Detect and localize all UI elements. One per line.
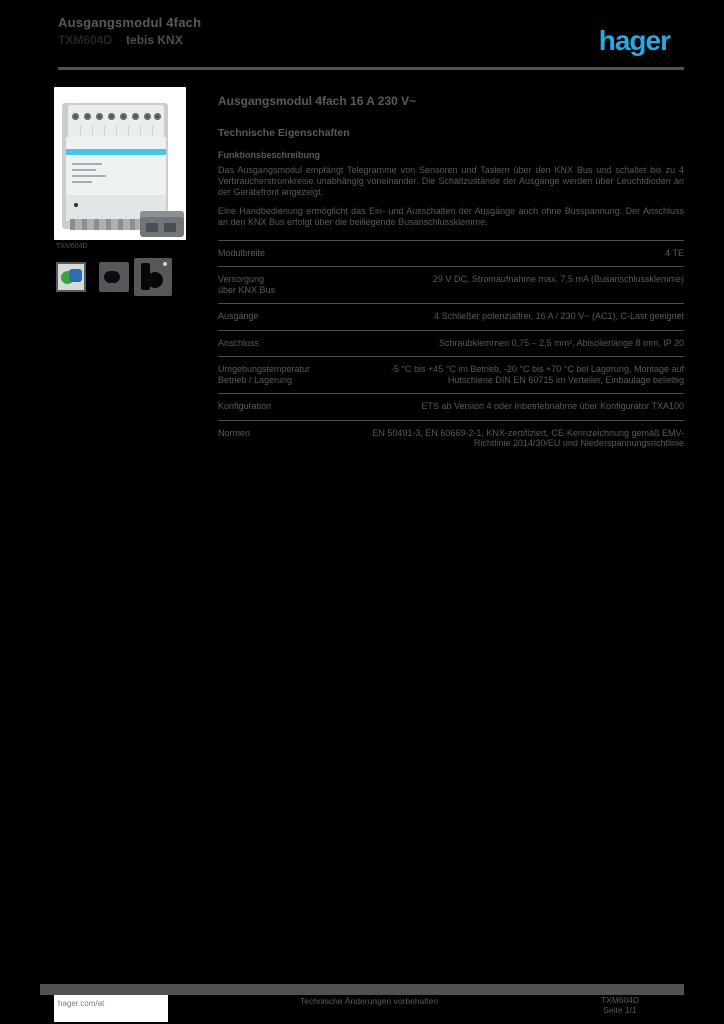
spec-value: 29 V DC, Stromaufnahme max. 7,5 mA (Busanschlussklemme) xyxy=(432,274,684,285)
footer-ref-line2: Seite 1/1 xyxy=(603,1005,637,1015)
certification-marks xyxy=(56,258,186,298)
table-row xyxy=(218,357,684,394)
hager-website-link[interactable]: hager.com/at xyxy=(58,999,105,1008)
spec-label: Anschluss xyxy=(218,337,260,348)
footer-bar xyxy=(40,984,684,995)
description-paragraphs xyxy=(218,165,684,228)
terminal-screw xyxy=(84,113,91,120)
product-image xyxy=(54,87,186,240)
spec-label: Normen xyxy=(218,427,251,438)
image-caption: TXM604D xyxy=(56,243,88,250)
description-p2: Eine Handbedienung ermöglicht das Ein- und Ausschalten der Ausgänge auch ohne Busspannung. Der Anschluss an den KNX Bus erfolgt über die beiliegende Busanschlussklemme. xyxy=(218,206,684,228)
table-row xyxy=(218,240,684,267)
bus-connector xyxy=(140,211,184,237)
spec-label-2: über KNX Bus xyxy=(218,284,276,295)
module-front xyxy=(66,137,166,195)
spec-value: Schraubklemmen 0,75 – 2,5 mm², Abisolierlänge 8 mm, IP 20 xyxy=(439,337,684,348)
spec-label-2: Betrieb / Lagerung xyxy=(218,374,293,385)
table-row xyxy=(218,304,684,331)
spec-label: Versorgung xyxy=(218,274,265,285)
spec-table xyxy=(218,240,684,457)
footer-ref-line1: TXM604D xyxy=(600,995,640,1005)
spec-label: Konfiguration xyxy=(218,401,272,412)
terminal-screw xyxy=(144,113,151,120)
product-reference: TXM604D xyxy=(58,33,113,47)
spec-label: Umgebungstemperatur xyxy=(218,364,311,375)
weee-mark xyxy=(134,258,172,296)
footer-site-box xyxy=(54,995,168,1022)
status-led xyxy=(74,203,78,207)
terminal-screw xyxy=(120,113,127,120)
table-row xyxy=(218,394,684,421)
description-label: Funktionsbeschreibung xyxy=(218,150,321,160)
spec-label: Ausgänge xyxy=(218,311,259,322)
spec-subheading: Technische Eigenschaften xyxy=(218,127,350,139)
spec-value: 4 Schließer potenzialfrei, 16 A / 230 V~ (AC1), C-Last geeignet xyxy=(434,311,684,322)
hager-logo: hager xyxy=(598,25,670,56)
spec-value: ETS ab Version 4 oder Inbetriebnahme über Konfigurator TXA100 xyxy=(421,401,684,412)
terminal-block xyxy=(68,105,164,138)
table-row xyxy=(218,267,684,304)
table-row xyxy=(218,420,684,457)
knx-logo xyxy=(56,262,86,292)
terminal-screw xyxy=(96,113,103,120)
footer-reference xyxy=(560,995,680,1015)
table-row xyxy=(218,330,684,357)
product-title: Ausgangsmodul 4fach xyxy=(58,15,202,30)
page-title xyxy=(58,15,201,47)
cyan-stripe xyxy=(66,149,166,155)
product-range: tebis KNX xyxy=(126,33,183,47)
ce-mark xyxy=(99,262,129,292)
description-p1: Das Ausgangsmodul empfängt Telegramme von Sensoren und Tastern über den KNX Bus und schaltet bis zu 4 Verbraucherstromkreise unabhängig voneinander. Die Schaltzustände der Ausgänge werden über Leuchtdioden an der Gerätefront angezeigt. xyxy=(218,165,684,197)
spec-value: -5 °C bis +45 °C im Betrieb, -20 °C bis +70 °C bei Lagerung, Montage auf Hutschiene DIN EN 60715 im Verteiler, Einbaulage beliebig xyxy=(390,364,684,385)
footer-note: Technische Änderungen vorbehalten xyxy=(300,996,438,1006)
spec-section xyxy=(218,88,684,457)
terminal-screw xyxy=(132,113,139,120)
spec-value: EN 50491-3, EN 60669-2-1, KNX-zertifiziert, CE-Kennzeichnung gemäß EMV-Richtlinie 2014/30/EU und Niederspannungsrichtlinie xyxy=(372,427,684,449)
spec-value: 4 TE xyxy=(665,247,684,258)
terminal-screw xyxy=(108,113,115,120)
terminal-screw xyxy=(72,113,79,120)
din-module-illustration xyxy=(54,87,186,240)
terminal-screw xyxy=(154,113,161,120)
product-subtitle xyxy=(58,33,201,47)
spec-heading: Ausgangsmodul 4fach 16 A 230 V~ xyxy=(218,94,417,108)
header-divider xyxy=(58,67,684,70)
spec-label: Modulbreite xyxy=(218,247,266,258)
